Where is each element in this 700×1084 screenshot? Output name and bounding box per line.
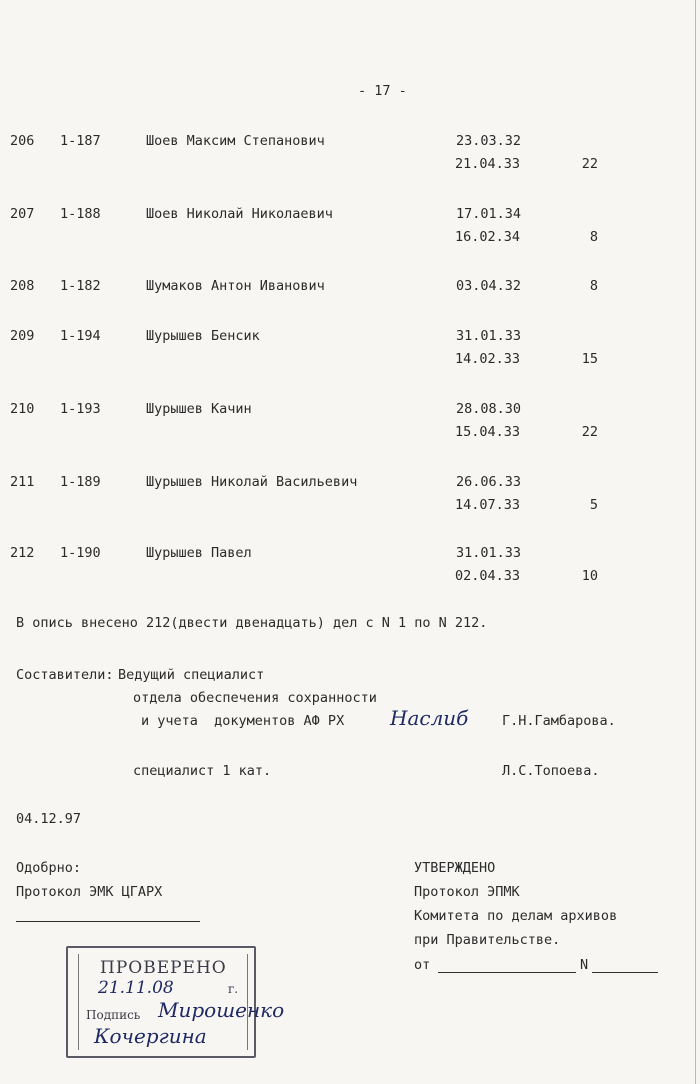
compiler-name-2: Л.С.Топоева. xyxy=(502,763,600,779)
row-sheet-count: 5 xyxy=(589,497,598,513)
approved-right-number-blank xyxy=(592,972,658,973)
row-name: Шоев Николай Николаевич xyxy=(146,206,333,222)
row-date-end: 16.02.34 xyxy=(455,229,521,245)
row-name: Шурышев Бенсик xyxy=(146,328,260,344)
row-date-end: 14.07.33 xyxy=(455,497,521,513)
row-number: 209 xyxy=(10,328,35,344)
handwritten-signature: Наслиб xyxy=(390,706,469,730)
approved-left-title: Одобрно: xyxy=(16,860,82,876)
stamp-signature-label: Подпись xyxy=(86,1008,141,1022)
row-sheet-count: 10 xyxy=(581,568,598,584)
approved-right-protocol: Протокол ЭПМК xyxy=(414,884,520,900)
approved-right-committee: Комитета по делам архивов xyxy=(414,908,618,924)
compiler-position-3: и учета документов АФ РХ xyxy=(141,713,345,729)
stamp-year-suffix: г. xyxy=(228,982,239,996)
stamp-signer-2: Кочергина xyxy=(94,1024,207,1048)
row-number: 208 xyxy=(10,278,35,294)
row-date-start: 03.04.32 xyxy=(456,278,522,294)
row-code: 1-190 xyxy=(60,545,101,561)
approved-right-government: при Правительстве. xyxy=(414,932,561,948)
row-code: 1-194 xyxy=(60,328,101,344)
row-code: 1-193 xyxy=(60,401,101,417)
approved-right-n-label: N xyxy=(580,957,589,973)
row-code: 1-182 xyxy=(60,278,101,294)
row-date-start: 31.01.33 xyxy=(456,545,522,561)
document-date: 04.12.97 xyxy=(16,811,82,827)
row-date-start: 28.08.30 xyxy=(456,401,522,417)
row-name: Шумаков Антон Иванович xyxy=(146,278,325,294)
compiler-name-1: Г.Н.Гамбарова. xyxy=(502,713,616,729)
row-sheet-count: 8 xyxy=(589,278,598,294)
row-sheet-count: 22 xyxy=(581,424,598,440)
approved-right-title: УТВЕРЖДЕНО xyxy=(414,860,496,876)
stamp-date: 21.11.08 xyxy=(98,978,174,998)
row-name: Шоев Максим Степанович xyxy=(146,133,325,149)
row-date-end: 15.04.33 xyxy=(455,424,521,440)
row-date-start: 26.06.33 xyxy=(456,474,522,490)
row-name: Шурышев Николай Васильевич xyxy=(146,474,358,490)
row-date-end: 02.04.33 xyxy=(455,568,521,584)
row-code: 1-187 xyxy=(60,133,101,149)
row-date-end: 14.02.33 xyxy=(455,351,521,367)
row-name: Шурышев Павел xyxy=(146,545,252,561)
row-number: 207 xyxy=(10,206,35,222)
row-code: 1-189 xyxy=(60,474,101,490)
page-edge xyxy=(695,0,696,1084)
row-number: 206 xyxy=(10,133,35,149)
compiler-position-1: Ведущий специалист xyxy=(118,667,265,683)
approved-right-date-blank xyxy=(438,972,576,973)
row-code: 1-188 xyxy=(60,206,101,222)
approved-left-blank-line xyxy=(16,921,200,922)
compilers-label: Составители: xyxy=(16,667,114,683)
row-number: 211 xyxy=(10,474,35,490)
row-date-start: 23.03.32 xyxy=(456,133,522,149)
row-sheet-count: 8 xyxy=(589,229,598,245)
row-number: 212 xyxy=(10,545,35,561)
row-date-end: 21.04.33 xyxy=(455,156,521,172)
row-number: 210 xyxy=(10,401,35,417)
row-sheet-count: 15 xyxy=(581,351,598,367)
compiler-position-2: отдела обеспечения сохранности xyxy=(133,690,377,706)
row-sheet-count: 22 xyxy=(581,156,598,172)
approved-left-protocol: Протокол ЭМК ЦГАРХ xyxy=(16,884,163,900)
stamp-title: ПРОВЕРЕНО xyxy=(100,958,227,978)
row-date-start: 31.01.33 xyxy=(456,328,522,344)
summary-line: В опись внесено 212(двести двенадцать) дел с N 1 по N 212. xyxy=(16,615,488,631)
compiler-position-4: специалист 1 кат. xyxy=(133,763,272,779)
approved-right-from-label: от xyxy=(414,957,431,973)
row-name: Шурышев Качин xyxy=(146,401,252,417)
page-number: - 17 - xyxy=(358,83,407,99)
stamp-signer-1: Мирошенко xyxy=(158,998,285,1022)
row-date-start: 17.01.34 xyxy=(456,206,522,222)
